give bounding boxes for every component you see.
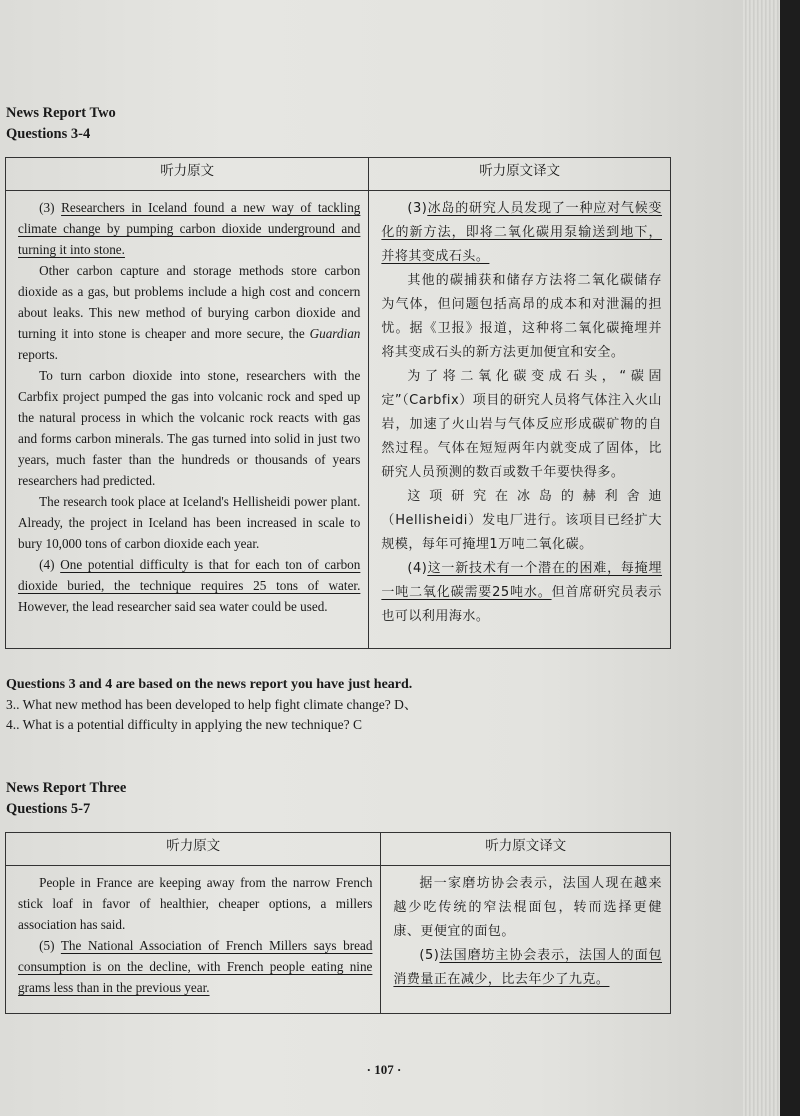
en-p5-underlined: One potential difficulty is that for each ton of carbon dioxide buried, the technique requires 25 tons of water. xyxy=(18,557,361,593)
report3-col-left: 听力原文 xyxy=(6,833,381,866)
en-p1-num: (3) xyxy=(39,200,62,215)
r3-en-para-1: People in France are keeping away from the narrow French stick loaf in favor of healthier, cheaper options, a millers association has said. xyxy=(18,875,373,932)
r3-cn-para-1: 据一家磨坊协会表示，法国人现在越来越少吃传统的窄法棍面包，转而选择更健康、更便宜的面包。 xyxy=(393,876,662,939)
en-p1-underlined: Researchers in Iceland found a new way of tackling climate change by pumping carbon dioxide underground and turning it into stone. xyxy=(18,200,361,257)
question-3: 3.. What new method has been developed to help fight climate change? D、 xyxy=(6,697,418,712)
page-edges xyxy=(742,0,782,1116)
en-para-1 xyxy=(18,197,360,260)
r3-cn-p2-num: (5) xyxy=(419,948,440,963)
cn-para-1 xyxy=(381,197,662,269)
report3-questions-label: Questions 5-7 xyxy=(6,801,91,817)
r3-en-p2-num: (5) xyxy=(39,938,61,953)
question-4: 4.. What is a potential difficulty in applying the new technique? C xyxy=(6,717,363,732)
report2-title: News Report Two xyxy=(6,105,116,121)
background-shadow xyxy=(780,0,800,1116)
report2-col-right: 听力原文译文 xyxy=(369,158,671,191)
report2-questions-label: Questions 3-4 xyxy=(6,126,91,142)
cn-p1-underlined: 冰岛的研究人员发现了一种应对气候变化的新方法，即将二氧化碳用泵输送到地下，并将其变成石头。 xyxy=(381,201,662,264)
report3-chinese-text xyxy=(381,866,671,1014)
en-p2b: reports. xyxy=(18,347,58,362)
en-para-5 xyxy=(18,554,360,617)
r3-cn-p2-underlined: 法国磨坊主协会表示，法国人的面包消费量正在减少，比去年少了九克。 xyxy=(393,948,662,987)
en-p2-guardian: Guardian xyxy=(309,326,361,341)
cn-para-4: 这项研究在冰岛的赫利舍迪（Hellisheidi）发电厂进行。该项目已经扩大规模，每年可掩埋1万吨二氧化碳。 xyxy=(381,489,662,552)
page-number: · 107 · xyxy=(366,1062,402,1077)
cn-para-5 xyxy=(381,557,662,629)
en-para-2 xyxy=(18,260,360,365)
questions-3-4-heading: Questions 3 and 4 are based on the news report you have just heard. xyxy=(6,677,413,692)
r3-en-para-2 xyxy=(18,935,372,998)
en-p5-num: (4) xyxy=(39,557,61,572)
report3-table xyxy=(5,832,671,1014)
en-para-3: To turn carbon dioxide into stone, researchers with the Carbfix project pumped the gas into volcanic rock and sped up the natural process in which the volcanic rock reacts with gas and forms carbon minerals. The gas turned into solid in just two years, much faster than the hundreds or thousands of years researchers had predicted. xyxy=(18,368,361,488)
report3-title: News Report Three xyxy=(6,780,127,796)
report2-col-left: 听力原文 xyxy=(6,158,369,191)
en-para-4: The research took place at Iceland's Hellisheidi power plant. Already, the project in Iceland has been increased in scale to bury 10,000 tons of carbon dioxide each year. xyxy=(18,494,361,551)
report2-english-text xyxy=(6,191,369,649)
en-p2a: Other carbon capture and storage methods store carbon dioxide as a gas, but problems include a high cost and concern about leaks. This new method of burying carbon dioxide and turning it into stone is cheaper and more secure, the xyxy=(18,263,361,341)
r3-cn-para-2 xyxy=(393,944,662,992)
report2-table xyxy=(5,157,671,649)
cn-p1-num: (3) xyxy=(407,201,428,216)
en-p5b: However, the lead researcher said sea water could be used. xyxy=(18,599,328,614)
report3-col-right: 听力原文译文 xyxy=(381,833,671,866)
cn-p5b: 但首席研究员表示也可以利用海水。 xyxy=(381,585,662,624)
report3-english-text xyxy=(6,866,381,1014)
questions-3-4 xyxy=(6,675,666,735)
cn-para-3: 为了将二氧化碳变成石头，“碳固定”（Carbfix）项目的研究人员将气体注入火山岩，加速了火山岩与气体反应形成碳矿物的自然过程。气体在短短两年内就变成了固体，比研究人员预测的数百或数千年要快得多。 xyxy=(381,369,662,480)
cn-p5-underlined: 这一新技术有一个潜在的困难，每掩埋一吨二氧化碳需要25吨水。 xyxy=(381,561,662,600)
cn-p5-num: (4) xyxy=(407,561,428,576)
r3-en-p2-underlined: The National Association of French Millers says bread consumption is on the decline, with French people eating nine grams less than in the previous year. xyxy=(18,938,373,995)
cn-para-2: 其他的碳捕获和储存方法将二氧化碳储存为气体，但问题包括高昂的成本和对泄漏的担忧。据《卫报》报道，这种将二氧化碳掩埋并将其变成石头的新方法更加便宜和安全。 xyxy=(381,273,662,360)
report2-chinese-text xyxy=(369,191,671,649)
